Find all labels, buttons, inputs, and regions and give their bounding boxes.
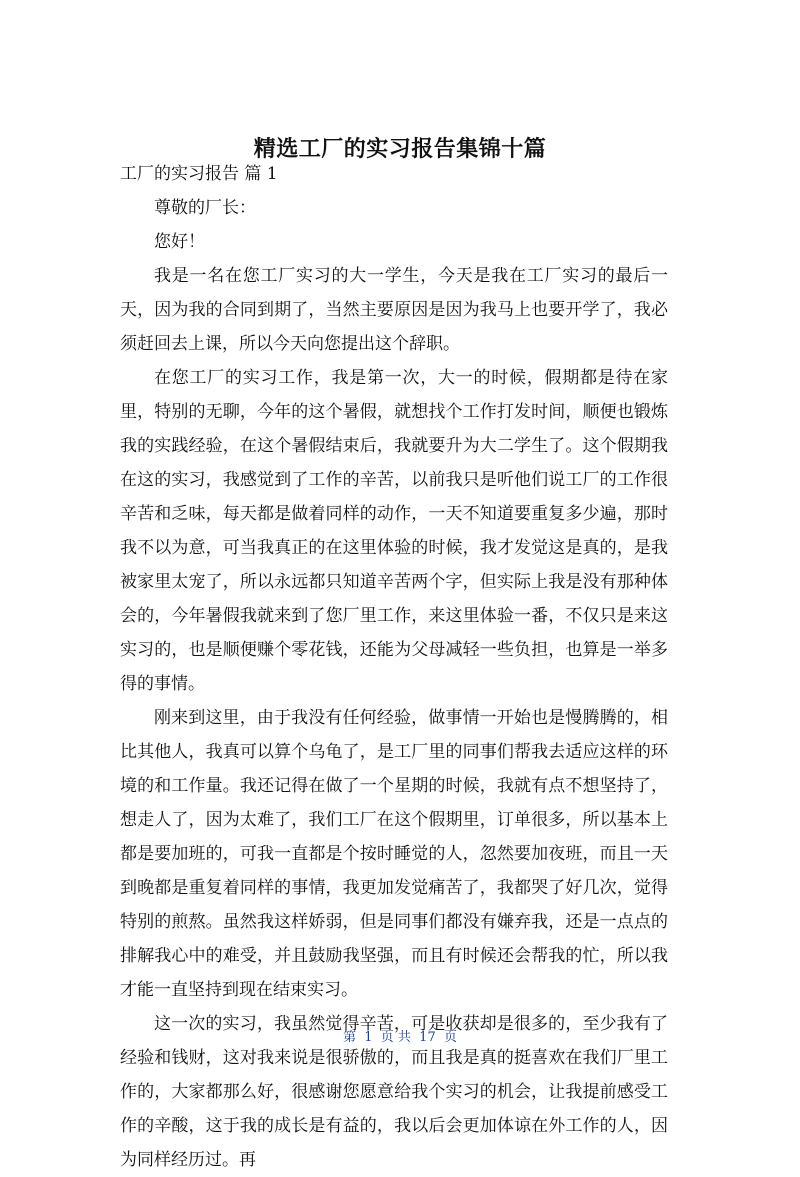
section-heading: 工厂的实习报告 篇 1 [120,164,278,184]
page-footer: 第 1 页 共 17 页 [342,1030,457,1045]
body-paragraph: 刚来到这里，由于我没有任何经验，做事情一开始也是慢腾腾的，相比其他人，我真可以算个乌龟了，是工厂里的同事们帮我去适应这样的环境的和工作量。我还记得在做了一个星期的时候，我就有点不想坚持了，想走人了，因为太难了，我们工厂在这个假期里，订单很多，所以基本上都是要加班的，可我一直都是个按时睡觉的人，忽然要加夜班，而且一天到晚都是重复着同样的事情，我更加发觉痛苦了，我都哭了好几次，觉得特别的煎熬。虽然我这样娇弱，但是同事们都没有嫌弃我，还是一点点的排解我心中的难受，并且鼓励我坚强，而且有时候还会帮我的忙，所以我才能一直坚持到现在结束实习。 [120,708,668,1000]
body-paragraph: 这一次的实习，我虽然觉得辛苦，可是收获却是很多的，至少我有了经验和钱财，这对我来说是很骄傲的，而且我是真的挺喜欢在我们厂里工作的，大家都那么好，很感谢您愿意给我个实习的机会，让我提前感受工作的辛酸，这于我的成长是有益的，我以后会更加体谅在外工作的人，因为同样经历过。再 [120,1014,668,1170]
page-title: 精选工厂的实习报告集锦十篇 [253,136,547,162]
body-paragraph: 我是一名在您工厂实习的大一学生，今天是我在工厂实习的最后一天，因为我的合同到期了，当然主要原因是因为我马上也要开学了，我必须赶回去上课，所以今天向您提出这个辞职。 [120,266,668,354]
document-body [120,157,668,1177]
salutation: 尊敬的厂长： [154,198,256,218]
greeting: 您好！ [154,232,205,252]
body-paragraph: 在您工厂的实习工作，我是第一次，大一的时候，假期都是待在家里，特别的无聊，今年的这个暑假，就想找个工作打发时间，顺便也锻炼我的实践经验，在这个暑假结束后，我就要升为大二学生了。这个假期我在这的实习，我感觉到了工作的辛苦，以前我只是听他们说工厂的工作很辛苦和乏味，每天都是做着同样的动作，一天不知道要重复多少遍，那时我不以为意，可当我真正的在这里体验的时候，我才发觉这是真的，是我被家里太宠了，所以永远都只知道辛苦两个字，但实际上我是没有那种体会的，今年暑假我就来到了您厂里工作，来这里体验一番，不仅只是来这实习的，也是顺便赚个零花钱，还能为父母减轻一些负担，也算是一举多得的事情。 [120,368,668,694]
